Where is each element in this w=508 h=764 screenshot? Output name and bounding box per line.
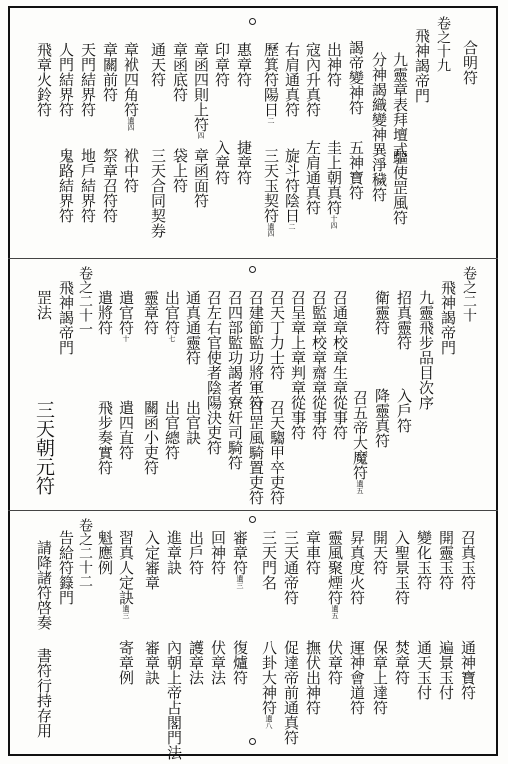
column-text: 召真玉符: [459, 530, 477, 590]
column-text: 伏章符: [326, 640, 344, 685]
binding-hole-1: [249, 18, 256, 25]
binding-hole-2: [249, 266, 256, 273]
column-text: 召四部監功謁者寮奸司騎符: [226, 290, 244, 470]
column-text: 三天門名: [260, 530, 278, 590]
column-text: 開靈玉符: [437, 530, 455, 590]
column-text: 出官訣: [184, 400, 202, 445]
column-text: 出官總符: [163, 400, 181, 460]
column-text: 通神寶符: [459, 640, 477, 700]
column-text: 遣官符十: [117, 290, 135, 342]
column-text: 飛神謁帝門: [413, 28, 431, 103]
column-text: 人門結界符: [57, 42, 75, 117]
column-text: 入戶符: [395, 388, 413, 433]
volume-heading: 卷之二十一: [77, 266, 93, 336]
column-text: 召監章校章齋章從事符: [310, 290, 328, 440]
column-text: 召建節監功將軍符: [247, 290, 265, 410]
section-divider-1: [8, 258, 498, 259]
column-text: 章函面符: [192, 148, 210, 208]
column-text: 召天丁力士符: [268, 290, 286, 380]
column-text: 護章法: [187, 640, 205, 685]
column-text: 復爐符: [231, 640, 249, 685]
column-text: 飛神謁帝門: [439, 280, 457, 355]
column-text: 召左右官使者陰陽決吏符: [205, 290, 223, 455]
column-text: 召天騶甲卒吏符: [268, 400, 286, 505]
column-text: 書符行持存用: [35, 648, 53, 738]
column-text: 開天符: [371, 530, 389, 575]
column-text: 召五帝大魔符遺五: [351, 390, 369, 494]
column-text: 進章訣: [165, 530, 183, 575]
column-text: 出神符: [325, 42, 343, 87]
binding-hole-4: [249, 738, 256, 745]
column-text: 惠章符: [235, 42, 253, 87]
column-text: 保章上達符: [371, 640, 389, 715]
column-text: 鬼路結界符: [57, 148, 75, 223]
column-text: 祭章召符符: [101, 148, 119, 223]
column-text: 三天朝元符: [33, 400, 55, 495]
column-text: 靈風聚煙符遺五: [326, 530, 344, 619]
column-text: 左肩通真符: [304, 140, 322, 215]
column-text: 地戶結界符: [79, 148, 97, 223]
column-text: 請降諸符啓奏: [35, 540, 53, 630]
column-text: 審章符遺三: [231, 530, 249, 589]
column-text: 八卦大神符遺八: [260, 640, 278, 729]
column-text: 旋斗符陰日二: [283, 148, 301, 230]
column-text: 告給符籙門: [57, 530, 75, 605]
column-text: 召呈章上章判章從事符: [289, 290, 307, 440]
column-text: 衛靈符: [373, 290, 391, 335]
column-text: 天門結界符: [79, 42, 97, 117]
column-text: 遍景玉付: [437, 640, 455, 700]
column-text: 召罡風騎置吏符: [247, 400, 265, 505]
column-text: 章車符: [304, 530, 322, 575]
column-text: 遣四直符: [117, 400, 135, 460]
binding-hole-3: [249, 516, 256, 523]
column-text: 九靈章表拜壇式: [391, 52, 409, 157]
volume-heading: 卷之二十二: [77, 518, 93, 588]
column-text: 捷章符: [235, 140, 253, 185]
column-text: 寄章例: [117, 640, 135, 685]
column-text: 合明符: [461, 40, 479, 85]
column-text: 召通章校章生章從事符: [331, 290, 349, 440]
column-text: 入聖景玉符: [393, 530, 411, 605]
section-divider-2: [8, 510, 498, 511]
column-text: 回神符: [209, 530, 227, 575]
column-text: 章函底符: [171, 42, 189, 102]
column-text: 招真靈符: [395, 290, 413, 350]
column-text: 運神會道符: [348, 640, 366, 715]
column-text: 魁應例: [96, 530, 114, 575]
column-text: 焚章符: [393, 640, 411, 685]
column-text: 章關前符: [101, 42, 119, 102]
column-text: 關函小吏符: [142, 400, 160, 475]
column-text: 通天玉付: [415, 640, 433, 700]
column-text: 五神寶符: [347, 140, 365, 200]
column-text: 變化玉符: [415, 530, 433, 590]
column-text: 審章訣: [143, 640, 161, 685]
column-text: 出戶符: [187, 530, 205, 575]
column-text: 撫伏出神符: [304, 640, 322, 715]
column-text: 三天通帝符: [282, 530, 300, 605]
column-text: 出官符七: [163, 290, 181, 342]
column-text: 罡法: [35, 290, 53, 320]
column-text: 習真人定訣遺三: [117, 530, 135, 619]
column-text: 靈章符: [142, 290, 160, 335]
column-text: 章袱四角符遺四: [122, 42, 140, 131]
column-text: 歷箕符陽日二: [262, 42, 280, 124]
column-text: 九靈飛步品目次序: [417, 290, 435, 410]
column-text: 謁帝變神符: [347, 40, 365, 115]
column-text: 通真通靈符: [184, 290, 202, 365]
column-text: 分神謁織變神異淨穢符: [370, 52, 388, 202]
column-text: 右肩通真符: [283, 42, 301, 117]
column-text: 促達帝前通真符: [282, 640, 300, 745]
column-text: 昇真度火符: [348, 530, 366, 605]
column-text: 遣將符: [96, 290, 114, 335]
column-text: 飛神謁帝門: [57, 280, 75, 355]
column-text: 圭上朝真符十四: [325, 140, 343, 229]
column-text: 通天符: [149, 42, 167, 87]
column-text: 伏章法: [209, 640, 227, 685]
column-text: 寇內升真符: [304, 42, 322, 117]
column-text: 飛步奏實符: [96, 400, 114, 475]
column-text: 章函四則上符四: [192, 42, 210, 139]
column-text: 三天合同契券: [149, 148, 167, 238]
volume-heading: 卷之二十: [461, 266, 477, 322]
column-text: 降靈真符: [373, 388, 391, 448]
column-text: 入定審章: [143, 530, 161, 590]
column-text: 驅使罡風符: [391, 150, 409, 225]
column-text: 內朝上帝占閣門法: [165, 640, 183, 760]
column-text: 三天玉契符遺四: [262, 148, 280, 237]
column-text: 袋上符: [171, 148, 189, 193]
column-text: 印章符: [213, 42, 231, 87]
column-text: 飛章火鈴符: [35, 42, 53, 117]
volume-heading: 卷之十九: [435, 16, 451, 72]
column-text: 袱中符: [122, 148, 140, 193]
column-text: 入章符: [213, 140, 231, 185]
